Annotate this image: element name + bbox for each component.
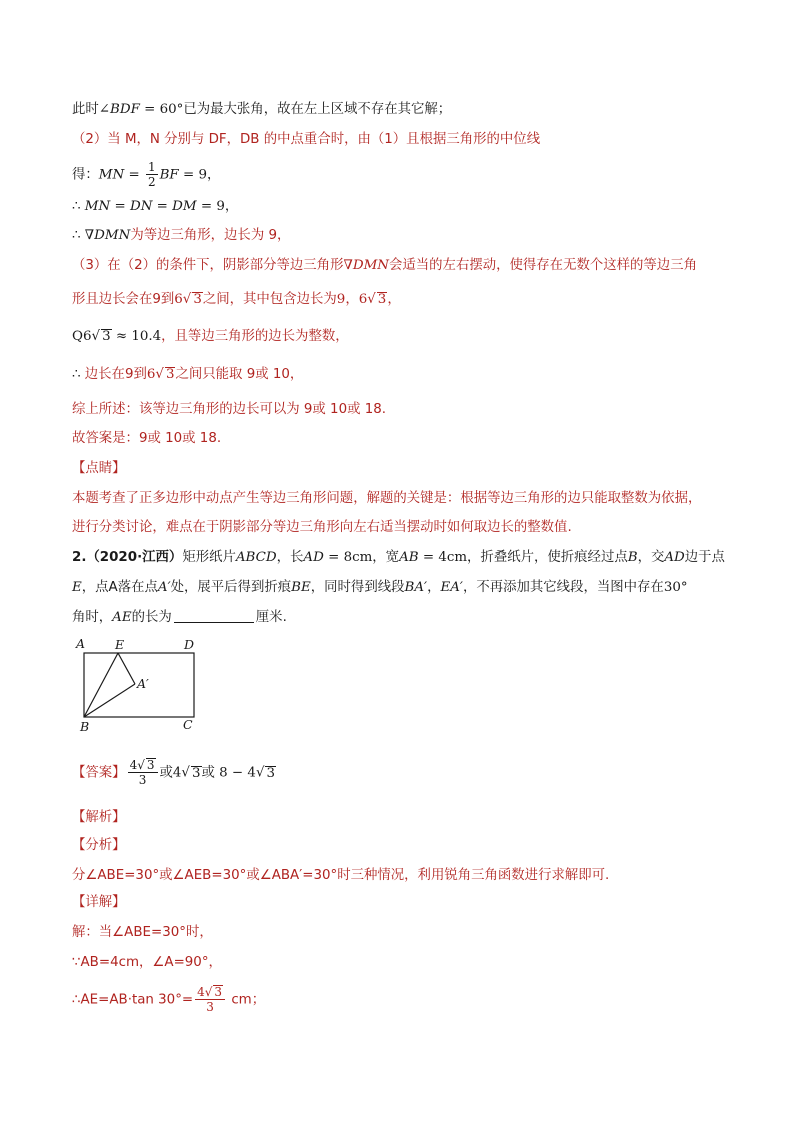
- radicand: 3: [146, 758, 155, 772]
- sqrt-symbol: √: [255, 765, 265, 781]
- text: 之间，其中包含边长为: [202, 292, 337, 307]
- text: 已为最大张角，故在左上区域不存在其它解；: [183, 102, 452, 117]
- math-var: AE: [112, 610, 132, 625]
- math-value: 6: [146, 367, 156, 382]
- rectangle-fold-figure: [70, 630, 210, 738]
- math-var: BA′: [404, 580, 428, 595]
- math-var: B: [627, 550, 638, 565]
- math-var: ABCD: [235, 550, 277, 565]
- math-var: A′: [157, 580, 171, 595]
- text: ∵AB=4cm，∠A=90°，: [72, 955, 222, 970]
- text: ，: [207, 167, 221, 183]
- line-8: [72, 327, 349, 347]
- math-value: = 60°: [139, 102, 184, 117]
- math-var: MN: [84, 199, 111, 214]
- segment-ba-prime: [84, 684, 135, 717]
- analysis-text: [72, 866, 609, 886]
- math-var: MN: [98, 167, 125, 183]
- line-4: [72, 197, 238, 217]
- text: （2）当 M，N 分别与 DF，DB 的中点重合时，由（1）且根据三角形的中位线: [72, 132, 541, 147]
- fraction: [195, 985, 225, 1014]
- text: 分∠ABE=30°或∠AEB=30°或∠ABA′=30°时三种情况，利用锐角三角函数进行求解即可.: [72, 868, 610, 883]
- line-6: [72, 256, 697, 276]
- math-var: AD: [303, 550, 324, 565]
- detail-line-3: [72, 985, 265, 1016]
- text: 解：当∠ABE=30°时，: [72, 925, 213, 940]
- therefore-symbol: ∴: [72, 199, 85, 214]
- math-value: 9: [336, 292, 346, 307]
- line-14: [72, 518, 572, 538]
- sqrt-symbol: √: [155, 367, 164, 382]
- text: 得：: [72, 167, 99, 183]
- math-value: = 9: [196, 199, 225, 214]
- text: ，且等边三角形的边长为整数，: [161, 329, 349, 344]
- math-value: = 8cm: [323, 550, 373, 565]
- math-var: BE: [291, 580, 311, 595]
- text: ，不再添加其它线段，当图中存在: [462, 580, 664, 595]
- answer-line: [72, 758, 276, 789]
- text: 为等边三角形，边长为 9，: [130, 228, 291, 243]
- radicand: 3: [193, 292, 202, 307]
- radicand: 3: [191, 765, 201, 781]
- section-label-breakdown: [72, 836, 126, 856]
- therefore-symbol: ∴: [72, 367, 85, 382]
- radicand: 3: [165, 367, 175, 382]
- math-value: 6: [174, 292, 183, 307]
- math-value: 6: [82, 329, 92, 344]
- detail-line-1: [72, 923, 213, 943]
- text: 厘米.: [255, 610, 287, 625]
- text: ，长: [276, 550, 304, 565]
- text: 形且边长会在9到: [72, 292, 175, 307]
- text: 本题考查了正多边形中动点产生等边三角形问题，解题的关键是：根据等边三角形的边只能取整数为依据，: [72, 491, 702, 506]
- text: ，同时得到线段: [310, 580, 405, 595]
- detail-line-2: [72, 953, 222, 973]
- math-var: BDF: [110, 102, 140, 117]
- text: 矩形纸片: [182, 550, 236, 565]
- problem-source: （2020·江西）: [86, 550, 183, 565]
- text: ，: [345, 292, 359, 307]
- line-1: [72, 100, 451, 120]
- text: 边于点: [684, 550, 725, 565]
- section-label-comment: [72, 459, 126, 479]
- text: 【点睛】: [72, 461, 126, 476]
- label-b: B: [80, 719, 90, 734]
- problem-2-line-1: [72, 548, 725, 568]
- text: 【分析】: [72, 838, 126, 853]
- denominator: 2: [147, 175, 156, 189]
- text: ，: [427, 580, 441, 595]
- text: 之间只能取 9或 10，: [175, 367, 304, 382]
- sqrt-symbol: √: [367, 292, 376, 307]
- math-var: BF: [159, 167, 179, 183]
- text: 此时: [72, 102, 99, 117]
- text: 【解析】: [72, 810, 126, 825]
- sqrt-symbol: √: [91, 329, 101, 344]
- label-a-prime: A′: [137, 676, 149, 691]
- label-e: E: [115, 637, 125, 652]
- coefficient: 4: [129, 758, 138, 772]
- math-value: 4: [172, 765, 182, 781]
- radicand: 3: [214, 985, 223, 999]
- math-var: AD: [664, 550, 685, 565]
- text: 或: [201, 765, 220, 781]
- numerator: 4√ 3: [195, 985, 225, 1000]
- problem-number: 2.: [72, 550, 87, 565]
- math-var: E: [72, 580, 82, 595]
- math-value: 30°: [663, 580, 688, 595]
- label-d: D: [184, 637, 195, 652]
- math-value: ≈ 10.4: [111, 329, 162, 344]
- text: ，: [387, 292, 401, 307]
- math-var: DM: [172, 199, 197, 214]
- text: 处，展平后得到折痕: [170, 580, 292, 595]
- radicand: 3: [266, 765, 276, 781]
- sqrt-symbol: √: [181, 765, 190, 781]
- problem-2-line-2: [72, 578, 688, 598]
- line-3: [72, 160, 220, 191]
- because-symbol: Q: [72, 329, 83, 344]
- denominator: 3: [138, 773, 147, 787]
- triangle-symbol: ∇: [84, 228, 95, 243]
- text: ，折叠纸片，使折痕经过点: [467, 550, 628, 565]
- denominator: 3: [206, 1000, 214, 1014]
- text: 角时，: [72, 610, 113, 625]
- answer-blank[interactable]: [174, 608, 254, 623]
- section-label-details: [72, 893, 126, 913]
- text: 【详解】: [72, 895, 126, 910]
- math-value: = 9: [178, 167, 207, 183]
- text: 进行分类讨论，难点在于阴影部分等边三角形向左右适当摆动时如何取边长的整数值.: [72, 520, 572, 535]
- segment-ea-prime: [118, 653, 135, 684]
- angle-symbol: ∠: [98, 102, 111, 117]
- therefore-symbol: ∴: [72, 228, 85, 243]
- text: ，点A落在点: [81, 580, 158, 595]
- numerator: 1: [147, 160, 156, 174]
- line-10: [72, 400, 386, 420]
- line-13: [72, 489, 701, 509]
- numerator: 4√ 3: [128, 758, 158, 773]
- math-value: = 4cm: [418, 550, 468, 565]
- text: ，交: [637, 550, 665, 565]
- label-a: A: [76, 636, 86, 651]
- math-value: 8 − 4: [219, 765, 256, 781]
- text: 综上所述：该等边三角形的边长可以为 9或 10或 18.: [72, 402, 387, 417]
- math-op: =: [152, 199, 173, 214]
- line-5: [72, 226, 290, 246]
- text: 边长在9到: [84, 367, 147, 382]
- math-op: =: [124, 167, 144, 183]
- problem-2-line-3: [72, 608, 287, 628]
- text: 故答案是：9或 10或 18.: [72, 431, 222, 446]
- radicand: 3: [377, 292, 387, 307]
- text: （3）在（2）的条件下，阴影部分等边三角形: [72, 258, 344, 273]
- text: cm；: [227, 992, 266, 1008]
- fraction: [146, 160, 158, 189]
- section-label-answer: 【答案】: [72, 765, 126, 781]
- line-2: [72, 130, 540, 150]
- fraction: [128, 758, 158, 787]
- text: ，: [224, 199, 239, 214]
- math-var: AB: [399, 550, 419, 565]
- line-11: [72, 429, 221, 449]
- math-op: =: [110, 199, 130, 214]
- line-7: [72, 290, 401, 310]
- math-var: DMN: [352, 258, 389, 273]
- math-var: DN: [129, 199, 153, 214]
- text: 或: [159, 765, 173, 781]
- sqrt-symbol: √: [182, 292, 192, 307]
- label-c: C: [183, 717, 193, 732]
- coefficient: 4: [197, 985, 205, 999]
- triangle-symbol: ∇: [343, 258, 353, 273]
- math-var: EA′: [440, 580, 463, 595]
- crease-be: [84, 653, 118, 717]
- text: 会适当的左右摆动，使得存在无数个这样的等边三角: [389, 258, 697, 273]
- line-9: [72, 365, 303, 385]
- radicand: 3: [102, 329, 111, 344]
- math-var: DMN: [94, 228, 131, 243]
- section-label-analysis: [72, 808, 126, 828]
- math-value: 6: [358, 292, 368, 307]
- text: 的长为: [131, 610, 172, 625]
- text: ，宽: [372, 550, 400, 565]
- text: ∴AE=AB·tan 30°=: [72, 992, 194, 1008]
